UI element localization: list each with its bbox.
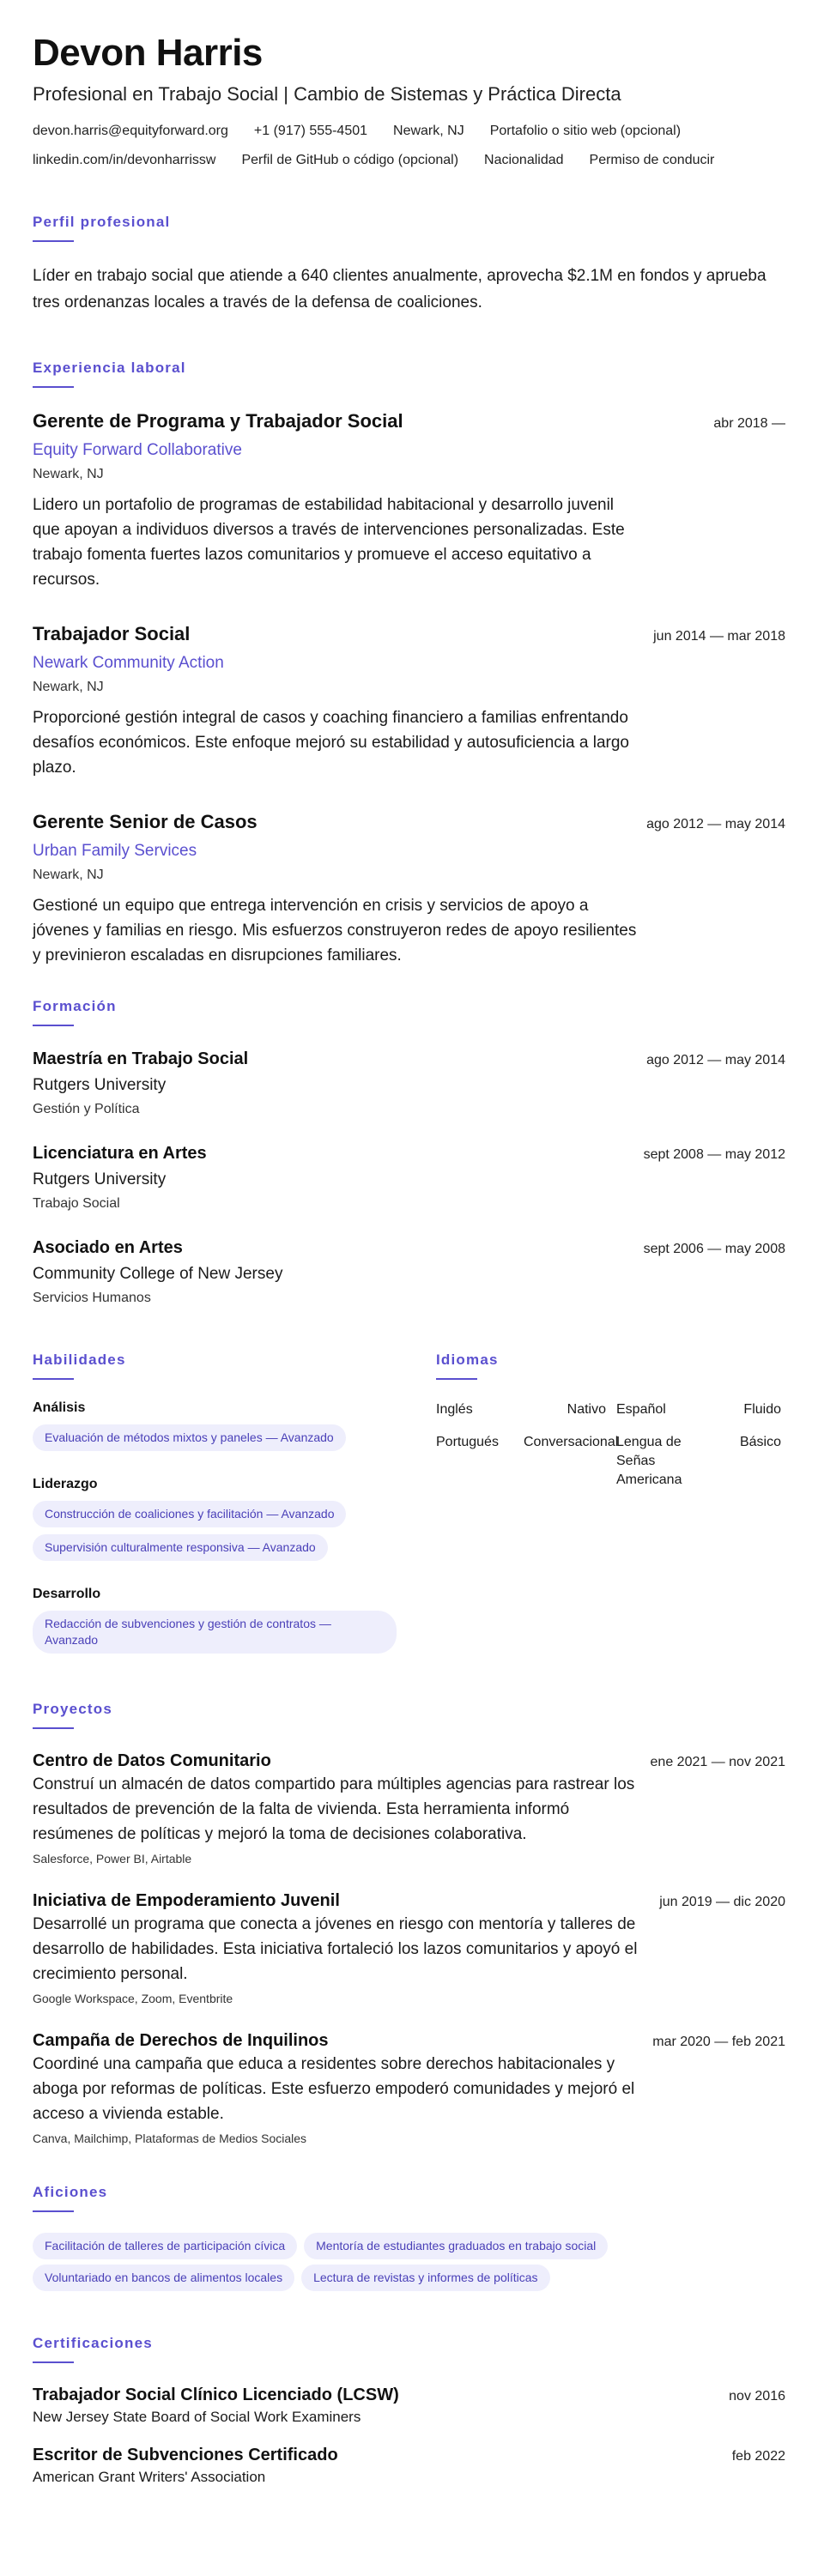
skill-chip: Construcción de coaliciones y facilitación — Avanzado xyxy=(33,1501,346,1527)
job-description: Gestioné un equipo que entrega intervención en crisis y servicios de apoyo a jóvenes y familias en riesgo. Mis esfuerzos construyeron redes de apoyo resilientes y previnieron escaladas en disrupciones familiares. xyxy=(33,897,637,964)
contact-linkedin[interactable]: linkedin.com/in/devonharrissw xyxy=(33,153,216,167)
skill-group xyxy=(33,1587,410,1660)
section-title: Idiomas xyxy=(436,1351,499,1368)
project-tools: Salesforce, Power BI, Airtable xyxy=(33,1852,192,1865)
section-divider xyxy=(33,2210,74,2212)
project-tools: Canva, Mailchimp, Plataformas de Medios Sociales xyxy=(33,2132,307,2145)
project-dates: mar 2020 — feb 2021 xyxy=(652,2035,785,2049)
skill-group xyxy=(33,1477,410,1568)
project-dates: jun 2019 — dic 2020 xyxy=(659,1895,785,1909)
section-divider xyxy=(33,240,74,242)
job-location: Newark, NJ xyxy=(33,868,104,882)
field-of-study: Trabajo Social xyxy=(33,1196,120,1211)
project-name: Campaña de Derechos de Inquilinos xyxy=(33,2031,329,2050)
section-divider xyxy=(33,1025,74,1026)
certification-date: feb 2022 xyxy=(731,2449,785,2464)
job-title: Gerente de Programa y Trabajador Social xyxy=(33,410,403,432)
contact-list xyxy=(33,122,785,170)
hobby-chip: Mentoría de estudiantes graduados en trabajo social xyxy=(304,2233,608,2259)
contact-driving-license: Permiso de conducir xyxy=(589,153,715,167)
contact-github: Perfil de GitHub o código (opcional) xyxy=(241,153,459,167)
section-divider xyxy=(33,1378,74,1380)
project-dates: ene 2021 — nov 2021 xyxy=(650,1755,785,1769)
contact-phone: +1 (917) 555-4501 xyxy=(253,124,368,138)
certification-name: Escritor de Subvenciones Certificado xyxy=(33,2446,338,2464)
job-title: Trabajador Social xyxy=(33,623,191,644)
hobby-chip: Voluntariado en bancos de alimentos locales xyxy=(33,2265,294,2291)
hobby-chip: Facilitación de talleres de participación cívica xyxy=(33,2233,297,2259)
skill-group xyxy=(33,1400,410,1458)
section-divider xyxy=(33,386,74,388)
employer-name: Urban Family Services xyxy=(33,842,197,860)
language-level: Conversacional xyxy=(524,1435,619,1449)
skills-section xyxy=(33,1351,436,1679)
skill-chip: Supervisión culturalmente responsiva — Avanzado xyxy=(33,1534,328,1561)
project-description: Desarrollé un programa que conecta a jóvenes en riesgo con mentoría y talleres de desarrollo de habilidades. Esta iniciativa fortaleció los lazos comunitarios y apoyó el crecimiento personal. xyxy=(33,1915,638,1983)
certification-issuer: New Jersey State Board of Social Work Examiners xyxy=(33,2409,361,2425)
job-dates: ago 2012 — may 2014 xyxy=(646,817,785,831)
field-of-study: Servicios Humanos xyxy=(33,1291,151,1305)
education-dates: sept 2006 — may 2008 xyxy=(643,1242,785,1256)
project-entry xyxy=(33,2029,785,2147)
certification-date: nov 2016 xyxy=(729,2389,785,2404)
section-title: Experiencia laboral xyxy=(33,360,186,376)
education-entry xyxy=(33,1047,785,1119)
language-name: Portugués xyxy=(436,1435,499,1449)
skill-category: Liderazgo xyxy=(33,1477,98,1491)
education-dates: ago 2012 — may 2014 xyxy=(646,1053,785,1067)
section-title: Aficiones xyxy=(33,2184,108,2200)
job-description: Proporcioné gestión integral de casos y coaching financiero a familias enfrentando desafíos económicos. Este enfoque mejoró su estabilidad y autosuficiencia a largo plazo. xyxy=(33,709,629,777)
project-entry xyxy=(33,1890,785,2007)
job-location: Newark, NJ xyxy=(33,467,104,481)
language-name: Inglés xyxy=(436,1402,473,1417)
section-divider xyxy=(33,2361,74,2363)
experience-section xyxy=(33,359,785,968)
project-entry xyxy=(33,1750,785,1867)
school-name: Rutgers University xyxy=(33,1170,167,1188)
project-description: Construí un almacén de datos compartido para múltiples agencias para rastrear los resultados de prevención de la falta de vivienda. Esta herramienta informó resúmenes de políticas y mejoró la toma de decisiones colaborativa. xyxy=(33,1775,635,1843)
languages-grid xyxy=(436,1400,785,1490)
hobby-chips xyxy=(33,2233,785,2291)
project-description: Coordiné una campaña que educa a residentes sobre derechos habitacionales y aboga por reformas de políticas. Este esfuerzo empoderó comunidades y mejoró el acceso a vivienda estable. xyxy=(33,2055,635,2123)
project-name: Iniciativa de Empoderamiento Juvenil xyxy=(33,1891,340,1910)
language-level: Básico xyxy=(739,1435,781,1449)
section-title: Habilidades xyxy=(33,1351,126,1368)
resume-header xyxy=(33,31,785,170)
job-description: Lidero un portafolio de programas de estabilidad habitacional y desarrollo juvenil que apoyan a individuos diversos a través de intervenciones personalizadas. Este trabajo fomenta fuertes lazos comunitarios y promueve el acceso equitativo a recursos. xyxy=(33,496,625,589)
contact-email[interactable]: devon.harris@equityforward.org xyxy=(33,124,228,138)
job-dates: jun 2014 — mar 2018 xyxy=(653,629,785,644)
contact-portfolio: Portafolio o sitio web (opcional) xyxy=(489,124,682,138)
section-title: Proyectos xyxy=(33,1701,113,1717)
language-name: Español xyxy=(616,1402,666,1417)
candidate-name: Devon Harris xyxy=(33,32,263,74)
section-title: Perfil profesional xyxy=(33,214,171,230)
project-name: Centro de Datos Comunitario xyxy=(33,1751,271,1770)
project-tools: Google Workspace, Zoom, Eventbrite xyxy=(33,1992,233,2005)
contact-nationality: Nacionalidad xyxy=(484,153,564,167)
field-of-study: Gestión y Política xyxy=(33,1102,140,1116)
experience-entry xyxy=(33,809,785,968)
school-name: Community College of New Jersey xyxy=(33,1265,283,1283)
section-divider xyxy=(436,1378,477,1380)
language-name: Lengua de Señas Americana xyxy=(616,1435,682,1487)
certification-entry xyxy=(33,2384,785,2427)
employer-name: Newark Community Action xyxy=(33,654,224,672)
degree-title: Licenciatura en Artes xyxy=(33,1144,207,1163)
education-entry xyxy=(33,1236,785,1308)
education-dates: sept 2008 — may 2012 xyxy=(643,1147,785,1162)
summary-text: Líder en trabajo social que atiende a 640 clientes anualmente, aprovecha $2.1M en fondos y aprueba tres ordenanzas locales a través de la defensa de coaliciones. xyxy=(33,267,766,311)
certification-name: Trabajador Social Clínico Licenciado (LCSW) xyxy=(33,2386,399,2404)
section-divider xyxy=(33,1727,74,1729)
job-location: Newark, NJ xyxy=(33,680,104,694)
skill-chip: Redacción de subvenciones y gestión de contratos — Avanzado xyxy=(33,1611,397,1654)
section-title: Formación xyxy=(33,998,117,1014)
hobby-chip: Lectura de revistas y informes de políticas xyxy=(301,2265,549,2291)
certification-issuer: American Grant Writers' Association xyxy=(33,2469,266,2485)
language-level: Nativo xyxy=(567,1402,606,1417)
skill-category: Desarrollo xyxy=(33,1587,101,1601)
certifications-section xyxy=(33,2334,785,2487)
experience-entry xyxy=(33,408,785,592)
contact-location: Newark, NJ xyxy=(393,124,464,138)
job-title: Gerente Senior de Casos xyxy=(33,811,258,832)
skill-category: Análisis xyxy=(33,1400,86,1415)
education-entry xyxy=(33,1141,785,1213)
summary-section xyxy=(33,213,785,316)
employer-name: Equity Forward Collaborative xyxy=(33,441,242,459)
language-level: Fluido xyxy=(743,1402,781,1417)
skill-chip: Evaluación de métodos mixtos y paneles — Avanzado xyxy=(33,1424,346,1451)
school-name: Rutgers University xyxy=(33,1076,167,1094)
section-title: Certificaciones xyxy=(33,2335,153,2351)
skills-languages-row xyxy=(33,1351,785,1679)
hobbies-section xyxy=(33,2183,785,2291)
degree-title: Asociado en Artes xyxy=(33,1238,183,1257)
candidate-headline: Profesional en Trabajo Social | Cambio de Sistemas y Práctica Directa xyxy=(33,83,621,105)
job-dates: abr 2018 — xyxy=(713,416,785,431)
languages-section xyxy=(436,1351,785,1679)
education-section xyxy=(33,997,785,1308)
degree-title: Maestría en Trabajo Social xyxy=(33,1049,249,1068)
experience-entry xyxy=(33,621,785,780)
certification-entry xyxy=(33,2444,785,2487)
projects-section xyxy=(33,1700,785,2147)
